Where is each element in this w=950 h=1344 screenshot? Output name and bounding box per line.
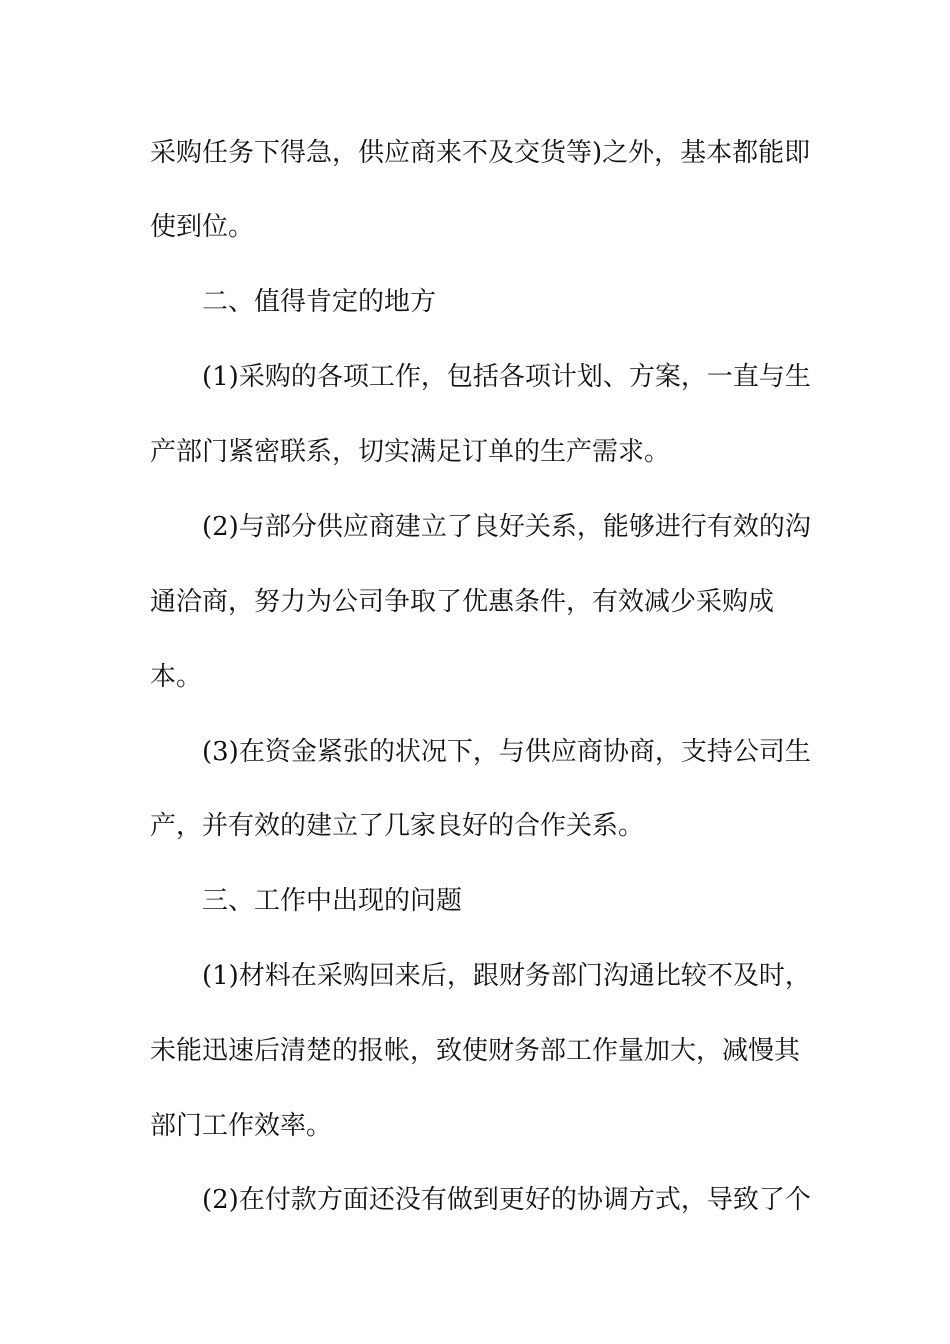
section-heading: 二、值得肯定的地方	[202, 287, 437, 317]
paragraph-line: (1)采购的各项工作，包括各项计划、方案，一直与生	[202, 362, 811, 392]
paragraph-line: 未能迅速后清楚的报帐，致使财务部工作量加大，减慢其	[150, 1036, 801, 1066]
paragraph-line: (3)在资金紧张的状况下，与供应商协商，支持公司生	[202, 737, 811, 767]
paragraph-line: (2)与部分供应商建立了良好关系，能够进行有效的沟	[202, 512, 811, 542]
paragraph-line: 使到位。	[150, 212, 255, 242]
paragraph-line: 产部门紧密联系，切实满足订单的生产需求。	[150, 437, 671, 467]
paragraph-line: 通洽商，努力为公司争取了优惠条件，有效减少采购成	[150, 587, 775, 617]
paragraph-line: 本。	[150, 662, 203, 692]
paragraph-line: (1)材料在采购回来后，跟财务部门沟通比较不及时，	[202, 961, 811, 991]
paragraph-line: (2)在付款方面还没有做到更好的协调方式，导致了个	[202, 1185, 811, 1215]
paragraph-line: 产，并有效的建立了几家良好的合作关系。	[150, 811, 645, 841]
paragraph-line: 部门工作效率。	[150, 1111, 333, 1141]
paragraph-line: 采购任务下得急，供应商来不及交货等)之外，基本都能即	[150, 138, 811, 168]
section-heading: 三、工作中出现的问题	[202, 886, 463, 916]
